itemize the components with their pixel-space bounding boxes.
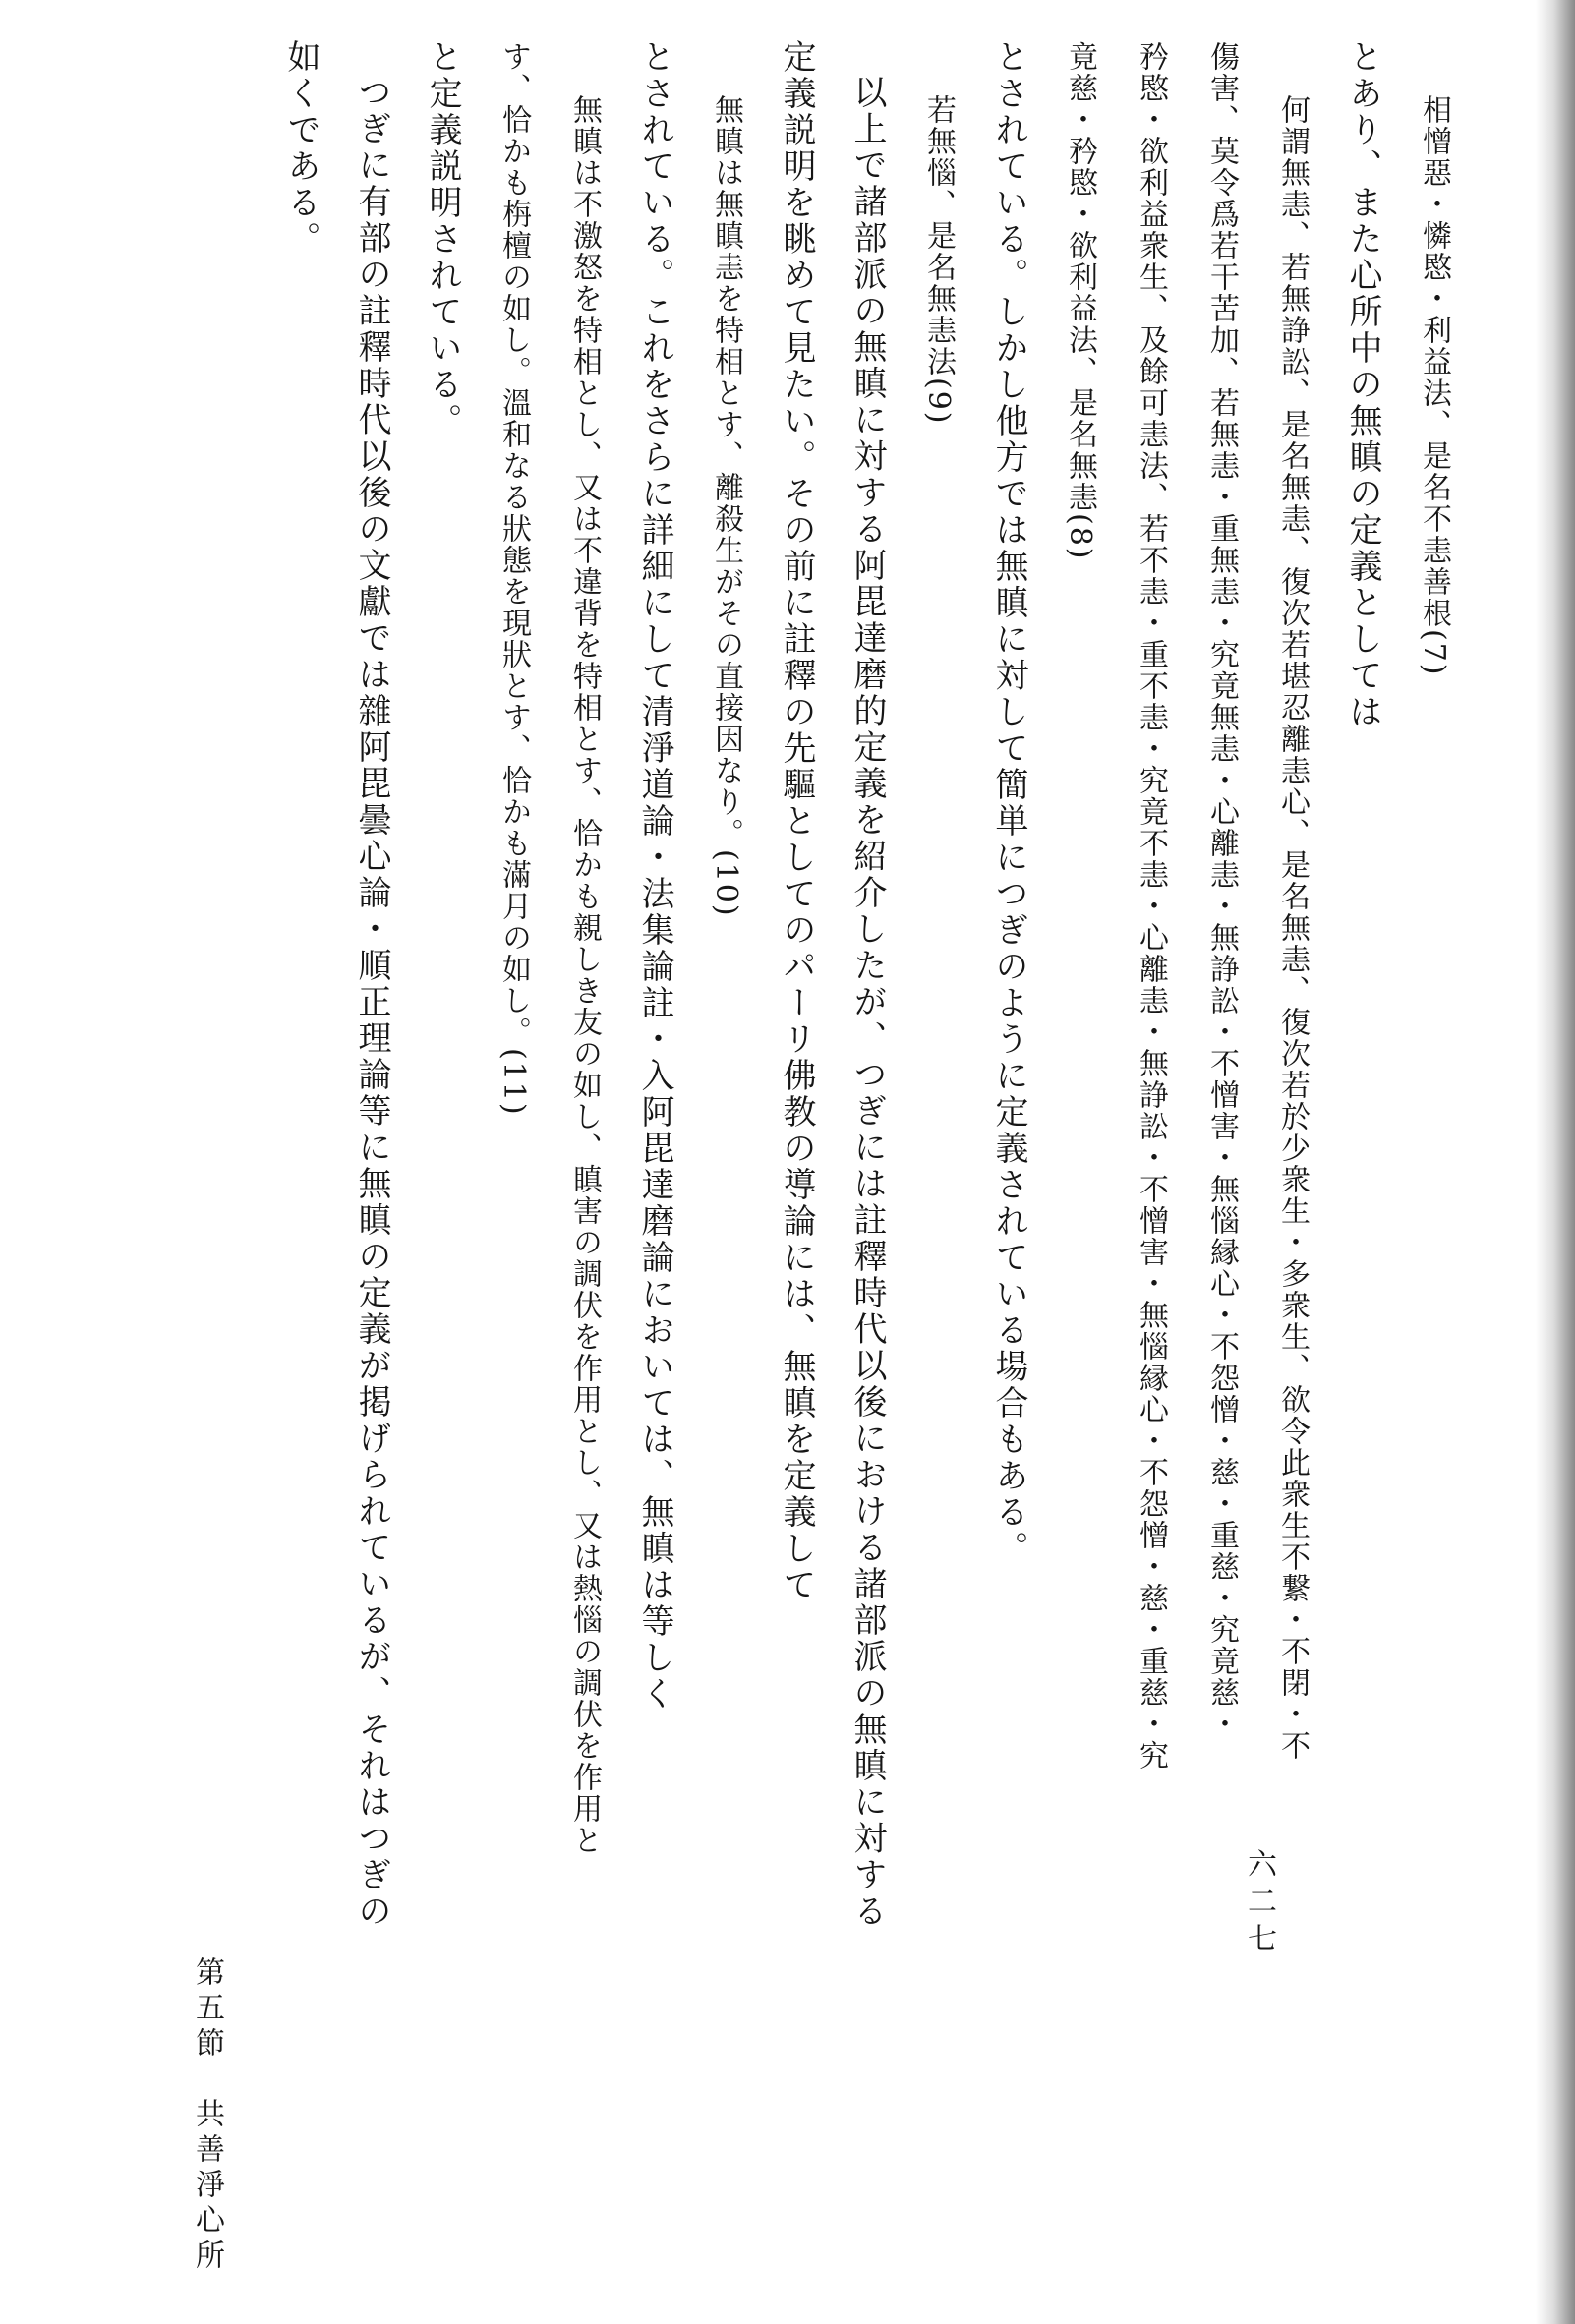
text-line: とあり、また心所中の無瞋の定義としては — [1343, 39, 1382, 730]
text-line: 竟慈・矜愍・欲利益法、是名無恚(8) — [1063, 41, 1097, 561]
text-line: 相憎惡・憐愍・利益法、是名不恚善根(7) — [1417, 94, 1451, 677]
text-line: つぎに有部の註釋時代以後の文獻では雜阿毘曇心論・順正理論等に無瞋の定義が掲げられているが、それはつぎの — [352, 75, 391, 1930]
text-line: 定義説明を眺めて見たい。その前に註釋の先驅としてのパーリ佛教の導論には、無瞋を定義して — [777, 39, 816, 1603]
text-line: す、恰かも栴檀の如し。溫和なる狀態を現狀とす、恰かも滿月の如し。(11) — [496, 41, 531, 1117]
chapter-footer: 第五節 共善淨心所 — [190, 1956, 224, 2275]
text-line: と定義説明されている。 — [423, 39, 462, 439]
text-line: とされている。これをさらに詳細にして清淨道論・法集論註・入阿毘達磨論においては、無瞋は等しく — [635, 39, 674, 1713]
vertical-body-text — [161, 39, 1469, 1937]
scan-edge-shadow — [1536, 0, 1575, 2324]
text-line: 無瞋は無瞋恚を特相とす、離殺生がその直接因なり。(10) — [709, 94, 743, 918]
text-line: 如くである。 — [281, 39, 321, 258]
text-line: 若無惱、是名無恚法(9) — [921, 94, 956, 426]
page-number: 六二七 — [1242, 1848, 1276, 1960]
text-line: とされている。しかし他方では無瞋に対して簡単につぎのように定義されている場合もある。 — [989, 39, 1028, 1567]
text-line: 矜愍・欲利益衆生、及餘可恚法、若不恚・重不恚・究竟不恚・心離恚・無諍訟・不憎害・無惱縁心・不怨憎・慈・重慈・究 — [1134, 41, 1168, 1772]
text-line: 何謂無恚、若無諍訟、是名無恚、復次若堪忍離恚心、是名無恚、復次若於少衆生・多衆生、欲令此衆生不繋・不閉・不 — [1275, 94, 1310, 1762]
text-line: 無瞋は不激怒を特相とし、又は不違背を特相とす、恰かも親しき友の如し、瞋害の調伏を作用とし、又は熱惱の調伏を作用と — [567, 94, 602, 1856]
text-line: 以上で諸部派の無瞋に対する阿毘達磨的定義を紹介したが、つぎには註釋時代以後における諸部派の無瞋に対する — [847, 75, 887, 1930]
text-line: 傷害、莫令爲若干苦加、若無恚・重無恚・究竟無恚・心離恚・無諍訟・不憎害・無惱縁心・不怨憎・慈・重慈・究竟慈・ — [1204, 41, 1239, 1740]
